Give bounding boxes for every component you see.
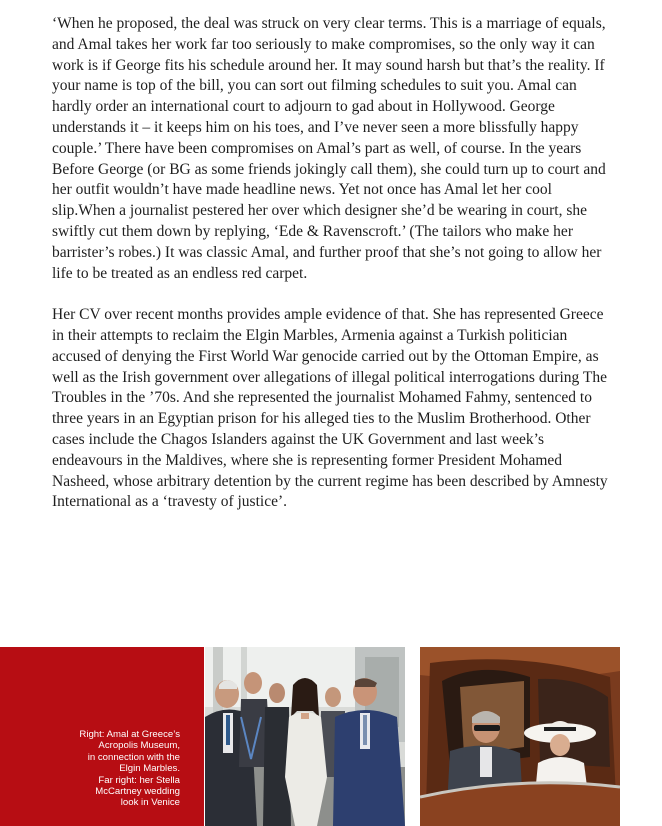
caption-line: Acropolis Museum,	[98, 740, 180, 752]
caption-line: Elgin Marbles.	[119, 763, 180, 775]
caption-line: McCartney wedding	[95, 786, 180, 798]
article-body	[52, 14, 618, 513]
acropolis-museum-photo	[205, 647, 405, 826]
caption-line: in connection with the	[87, 751, 180, 763]
photo-strip	[0, 647, 662, 826]
caption-line: Far right: her Stella	[98, 774, 180, 786]
article-paragraph-1: ‘When he proposed, the deal was struck on very clear terms. This is a marriage of equals, and Amal takes her work far too seriously to make compromises, so the only way it can work is if George fits his schedule around her. It may sound harsh but that’s the reality. If your name is top of the bill, you can sort out filming schedules to suit you. Amal can hardly order an international court to adjourn to gad about in Hollywood. George understands it – it keeps him on his toes, and I’ve never seen a more blissfully happy couple.’ There have been compromises on Amal’s part as well, of course. In the years Before George (or BG as some friends jokingly call them), she could turn up to court and her outfit wouldn’t have made headline news. Yet not once has Amal let her cool slip.When a journalist pestered her over which designer she’d be wearing in court, she swiftly cut them down by replying, ‘Ede & Ravenscroft.’ (The tailors who make her barrister’s robes.) It was classic Amal, and further proof that she’s not going to allow her life to be treated as an endless red carpet.	[52, 15, 606, 282]
caption-line: Right: Amal at Greece’s	[79, 729, 180, 740]
caption-line: look in Venice	[120, 797, 180, 809]
caption-panel	[0, 647, 204, 826]
venice-boat-photo	[420, 647, 620, 826]
photo-caption	[50, 729, 180, 809]
article-paragraph-2: Her CV over recent months provides ample evidence of that. She has represented Greece in their attempts to reclaim the Elgin Marbles, Armenia against a Turkish politician accused of denying the First World War genocide carried out by the Ottoman Empire, as well as the Irish government over allegations of illegal political interrogations during The Troubles in the ’70s. And she represented the journalist Mohamed Fahmy, sentenced to three years in an Egyptian prison for his alleged ties to the Muslim Brotherhood. Other cases include the Chagos Islanders against the UK Government and last week’s endeavours in the Maldives, where she is representing former President Mohamed Nasheed, whose arbitrary detention by the current regime has been described by Amnesty International as a ‘travesty of justice’.	[52, 306, 608, 511]
